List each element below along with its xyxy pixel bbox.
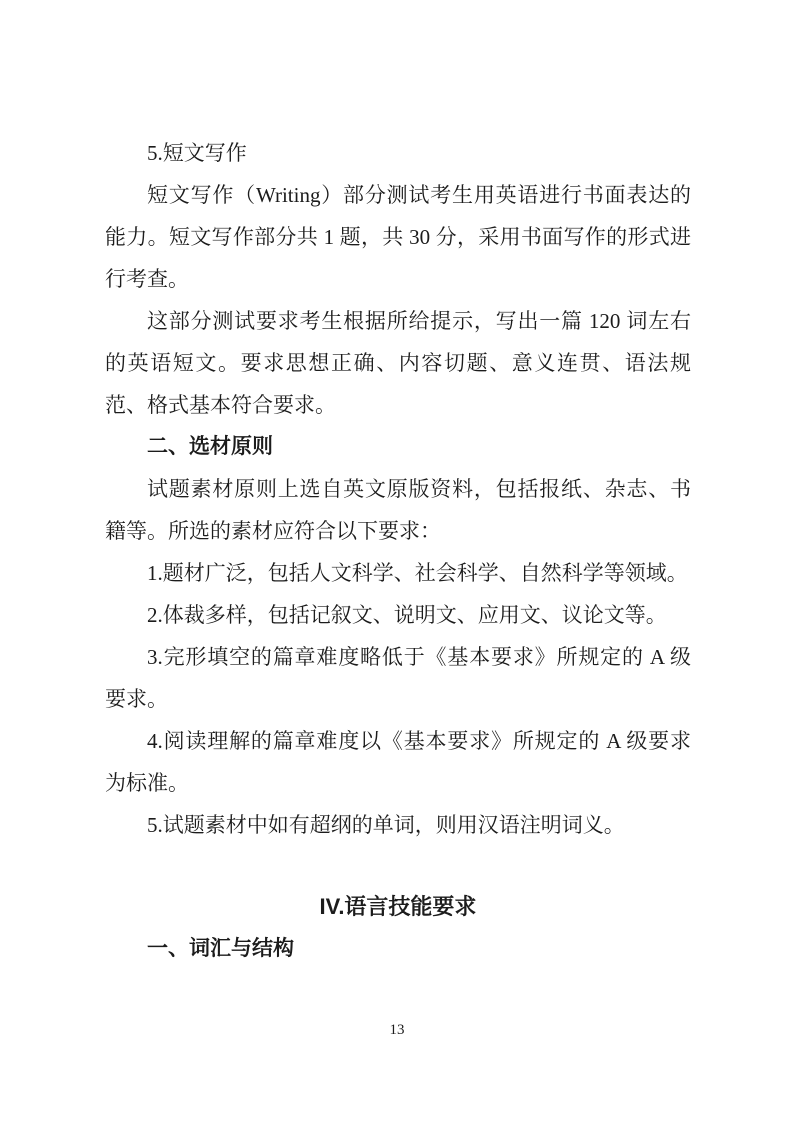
list-item-5-vocabulary-notes: 5.试题素材中如有超纲的单词，则用汉语注明词义。 <box>147 813 625 837</box>
list-item-1-subject-range: 1.题材广泛，包括人文科学、社会科学、自然科学等领域。 <box>147 561 688 585</box>
heading-material-selection: 二、选材原则 <box>147 435 273 458</box>
list-item-3-cloze-difficulty: 3.完形填空的篇章难度略低于《基本要求》所规定的 A 级要求。 <box>105 645 691 711</box>
page-body <box>105 132 691 970</box>
paragraph-writing-requirements: 这部分测试要求考生根据所给提示，写出一篇 120 词左右的英语短文。要求思想正确、内容切题、意义连贯、语法规范、格式基本符合要求。 <box>105 309 691 417</box>
list-item-2-genre-variety: 2.体裁多样，包括记叙文、说明文、应用文、议论文等。 <box>147 603 667 627</box>
paragraph-writing-description: 短文写作（Writing）部分测试考生用英语进行书面表达的能力。短文写作部分共 1 题，共 30 分，采用书面写作的形式进行考查。 <box>105 183 691 291</box>
paragraph-writing-title: 5.短文写作 <box>147 141 247 165</box>
section-title-language-skills: IV.语言技能要求 <box>319 894 477 919</box>
paragraph-material-source: 试题素材原则上选自英文原版资料，包括报纸、杂志、书籍等。所选的素材应符合以下要求： <box>105 477 691 543</box>
heading-vocabulary-structure: 一、词汇与结构 <box>147 937 294 960</box>
page-number: 13 <box>389 1022 405 1038</box>
list-item-4-reading-difficulty: 4.阅读理解的篇章难度以《基本要求》所规定的 A 级要求为标准。 <box>105 729 691 795</box>
